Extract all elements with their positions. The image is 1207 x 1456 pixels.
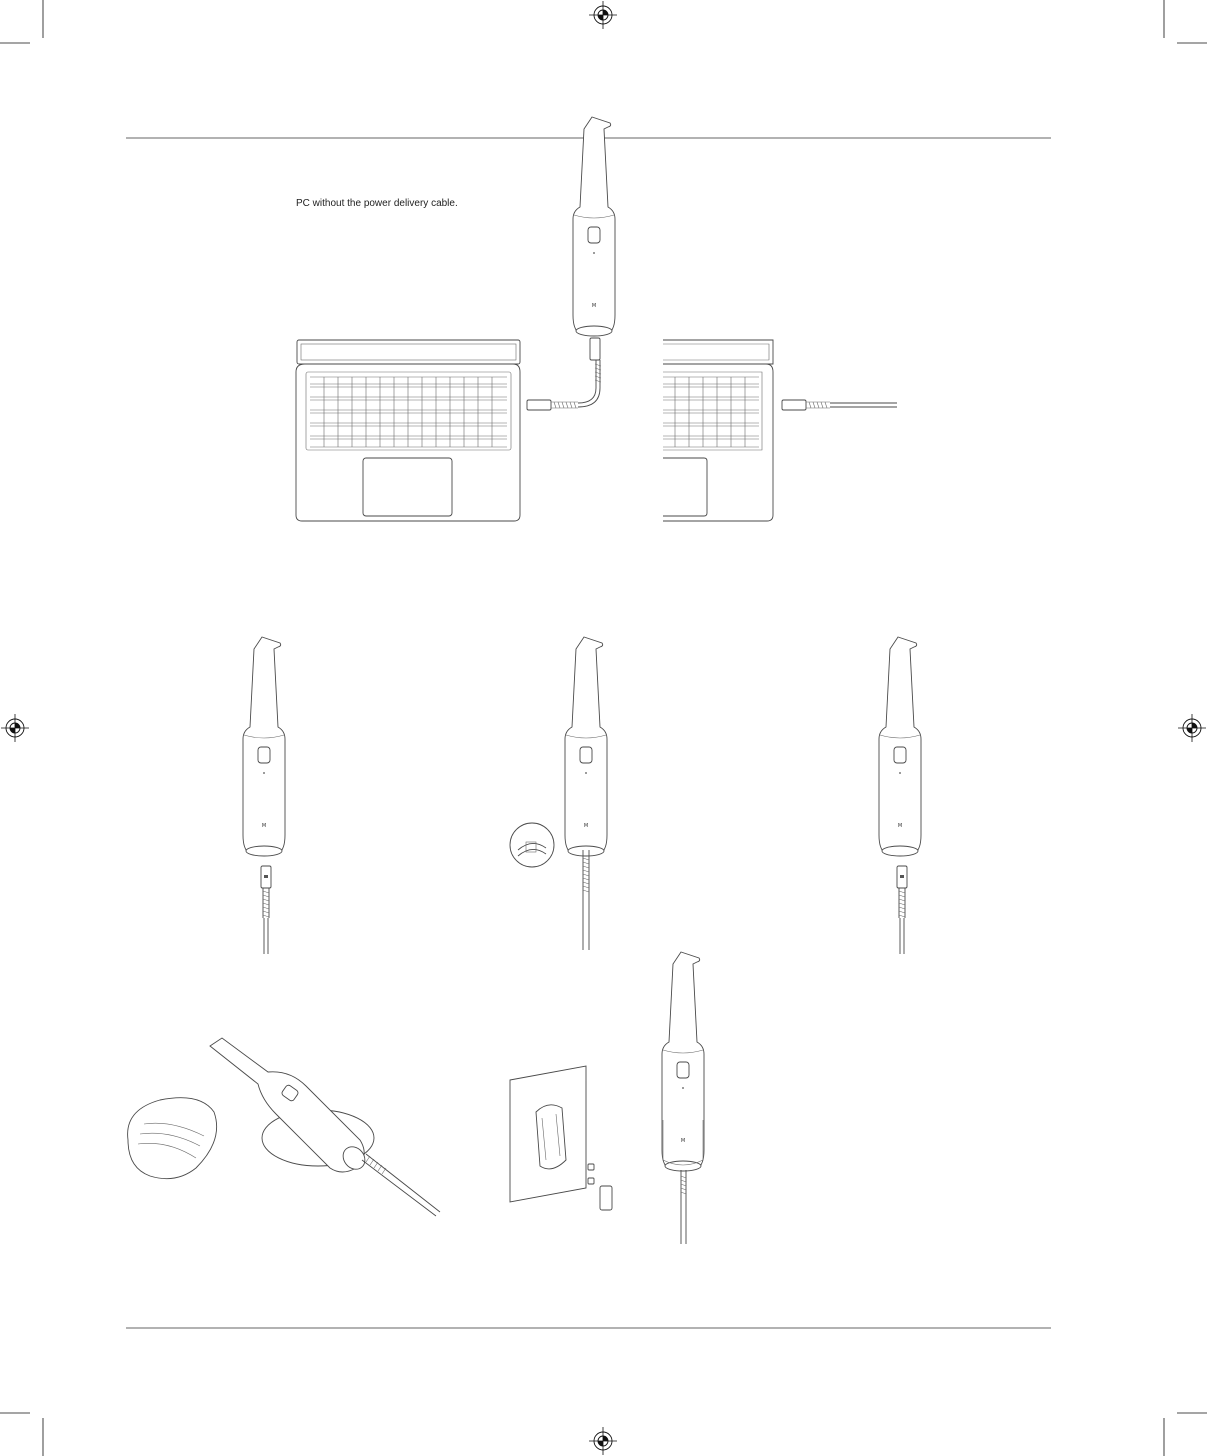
- registration-mark-right: [1178, 714, 1206, 742]
- wall-holder-illustration: [510, 1066, 612, 1210]
- scanner-in-holder-illustration: [662, 952, 704, 1244]
- scanner-stand-illustration: [128, 1038, 440, 1216]
- scanner-connect-step-3: [879, 637, 921, 954]
- registration-mark-left: [1, 714, 29, 742]
- scanner-connect-step-1: [243, 637, 285, 954]
- laptop-with-scanner-illustration: [296, 117, 615, 521]
- registration-mark-bottom: [589, 1427, 617, 1455]
- caption-text: PC without the power delivery cable.: [296, 198, 458, 209]
- scanner-connect-step-2: [510, 637, 607, 950]
- registration-mark-top: [589, 1, 617, 29]
- laptop-partial-illustration: [663, 340, 897, 521]
